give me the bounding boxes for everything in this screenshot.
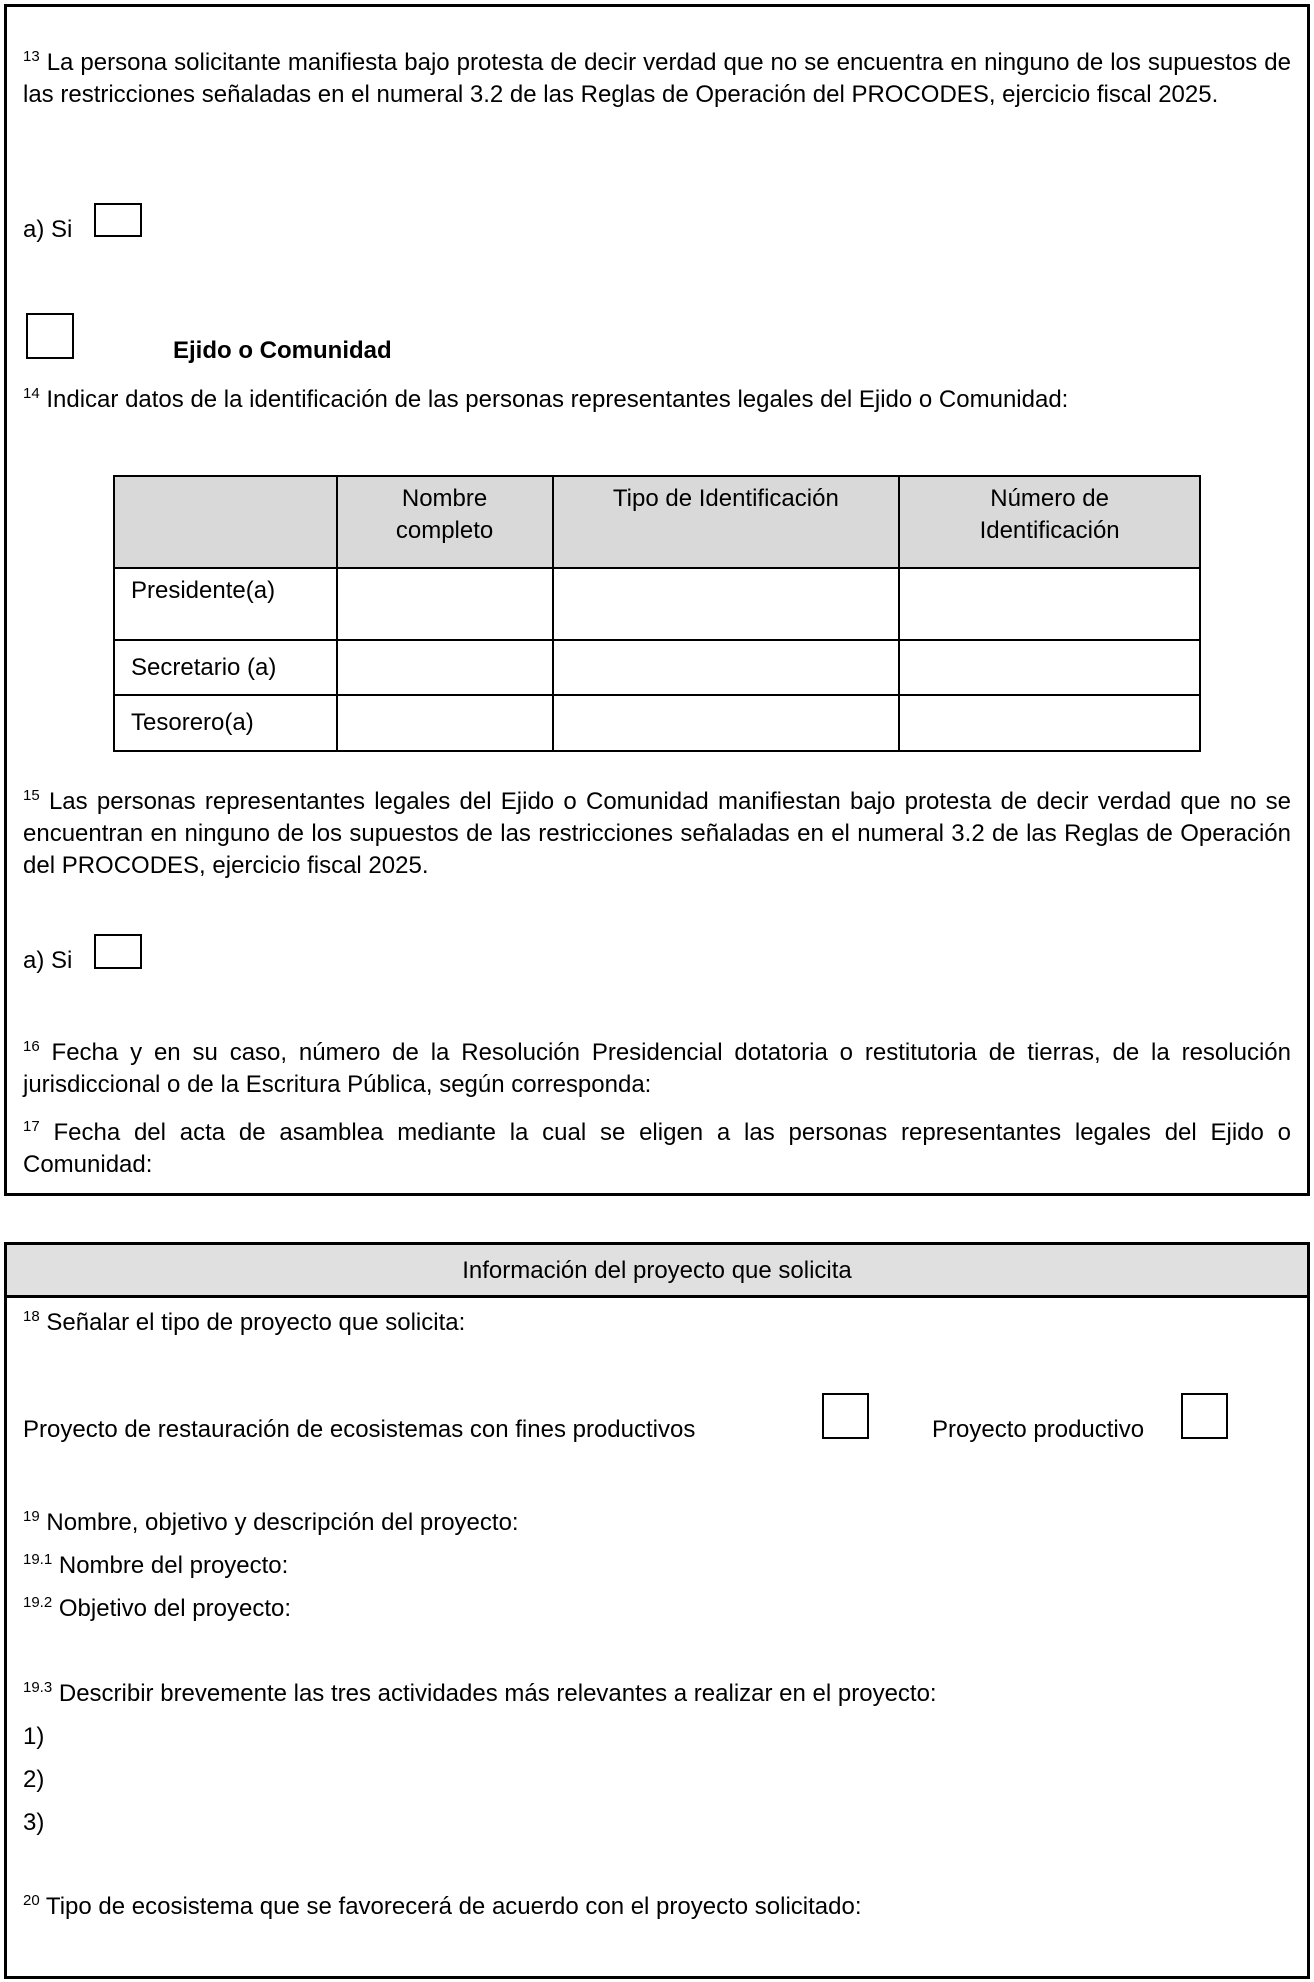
- paragraph-19-3: [23, 1678, 1291, 1710]
- paragraph-text: Nombre del proyecto:: [58, 1552, 289, 1579]
- paragraph-16: [23, 1037, 1291, 1101]
- nombre-cell[interactable]: [337, 695, 553, 751]
- footnote-number: 19.1: [23, 1551, 53, 1568]
- section-header: Información del proyecto que solicita: [7, 1245, 1307, 1298]
- tipo-cell[interactable]: [553, 640, 900, 695]
- paragraph-text: Señalar el tipo de proyecto que solicita:: [46, 1309, 466, 1336]
- row-role: Presidente(a): [114, 568, 337, 640]
- paragraph-text: Nombre, objetivo y descripción del proyecto:: [46, 1509, 519, 1536]
- tipo-cell[interactable]: [553, 568, 900, 640]
- paragraph-14: [23, 384, 1291, 416]
- footnote-number: 20: [23, 1892, 40, 1909]
- numero-cell[interactable]: [899, 695, 1200, 751]
- paragraph-17: [23, 1117, 1291, 1181]
- project-type-productivo-label: Proyecto productivo: [932, 1416, 1145, 1443]
- paragraph-text: La persona solicitante manifiesta bajo protesta de decir verdad que no se encuentra en ninguno de los supuestos de las restricciones señaladas en el numeral 3.2 de las Reglas de Operación del PROCODES, ejercicio fiscal 2025.: [23, 49, 1291, 108]
- table-header-tipo: Tipo de Identificación: [553, 476, 900, 568]
- footnote-number: 19: [23, 1508, 40, 1525]
- activity-item: 3): [23, 1809, 45, 1836]
- table-header-empty: [114, 476, 337, 568]
- ejido-heading: Ejido o Comunidad: [173, 337, 392, 364]
- footnote-number: 17: [23, 1118, 40, 1135]
- project-type-restauracion-checkbox[interactable]: [822, 1393, 869, 1439]
- footnote-number: 14: [23, 385, 40, 402]
- footnote-number: 13: [23, 48, 40, 65]
- paragraph-15: [23, 786, 1291, 882]
- row-role: Secretario (a): [114, 640, 337, 695]
- paragraph-text: Describir brevemente las tres actividades más relevantes a realizar en el proyecto:: [58, 1680, 937, 1707]
- footnote-number: 19.3: [23, 1679, 53, 1696]
- ejido-checkbox[interactable]: [26, 313, 74, 359]
- nombre-cell[interactable]: [337, 568, 553, 640]
- nombre-cell[interactable]: [337, 640, 553, 695]
- activity-item: 1): [23, 1723, 45, 1750]
- p13-si-checkbox[interactable]: [94, 203, 142, 237]
- paragraph-20: [23, 1891, 1291, 1923]
- table-row: [114, 640, 1200, 695]
- paragraph-18: [23, 1307, 1291, 1339]
- paragraph-19-1: [23, 1550, 1291, 1582]
- table-header-numero: Número de Identificación: [899, 476, 1200, 568]
- representatives-id-table: [113, 475, 1201, 752]
- paragraph-text: Fecha del acta de asamblea mediante la cual se eligen a las personas representantes legales del Ejido o Comunidad:: [23, 1119, 1292, 1178]
- footnote-number: 15: [23, 787, 40, 804]
- footnote-number: 18: [23, 1308, 40, 1325]
- table-header-nombre: Nombre completo: [337, 476, 553, 568]
- tipo-cell[interactable]: [553, 695, 900, 751]
- paragraph-text: Las personas representantes legales del Ejido o Comunidad manifiestan bajo protesta de decir verdad que no se encuentran en ninguno de los supuestos de las restricciones señaladas en el numeral 3.2 de las Reglas de Operación del PROCODES, ejercicio fiscal 2025.: [23, 788, 1291, 879]
- project-type-productivo-checkbox[interactable]: [1181, 1393, 1228, 1439]
- numero-cell[interactable]: [899, 568, 1200, 640]
- project-section: [4, 1242, 1310, 1979]
- paragraph-13: [23, 47, 1291, 111]
- paragraph-19: [23, 1507, 1291, 1539]
- activity-item: 2): [23, 1766, 45, 1793]
- p15-si-checkbox[interactable]: [94, 934, 142, 969]
- p13-option-label: a) Si: [23, 216, 73, 243]
- table-row: [114, 695, 1200, 751]
- footnote-number: 19.2: [23, 1594, 53, 1611]
- paragraph-text: Objetivo del proyecto:: [58, 1595, 291, 1622]
- paragraph-text: Fecha y en su caso, número de la Resolución Presidencial dotatoria o restitutoria de tierras, de la resolución jurisdiccional o de la Escritura Pública, según corresponda:: [23, 1039, 1291, 1098]
- paragraph-19-2: [23, 1593, 1291, 1625]
- table-row: [114, 568, 1200, 640]
- p15-option-label: a) Si: [23, 947, 73, 974]
- project-type-restauracion-label: Proyecto de restauración de ecosistemas con fines productivos: [23, 1416, 696, 1443]
- footnote-number: 16: [23, 1038, 40, 1055]
- paragraph-text: Indicar datos de la identificación de las personas representantes legales del Ejido o Comunidad:: [46, 386, 1069, 413]
- paragraph-text: Tipo de ecosistema que se favorecerá de acuerdo con el proyecto solicitado:: [45, 1893, 862, 1920]
- row-role: Tesorero(a): [114, 695, 337, 751]
- numero-cell[interactable]: [899, 640, 1200, 695]
- table-header-row: [114, 476, 1200, 568]
